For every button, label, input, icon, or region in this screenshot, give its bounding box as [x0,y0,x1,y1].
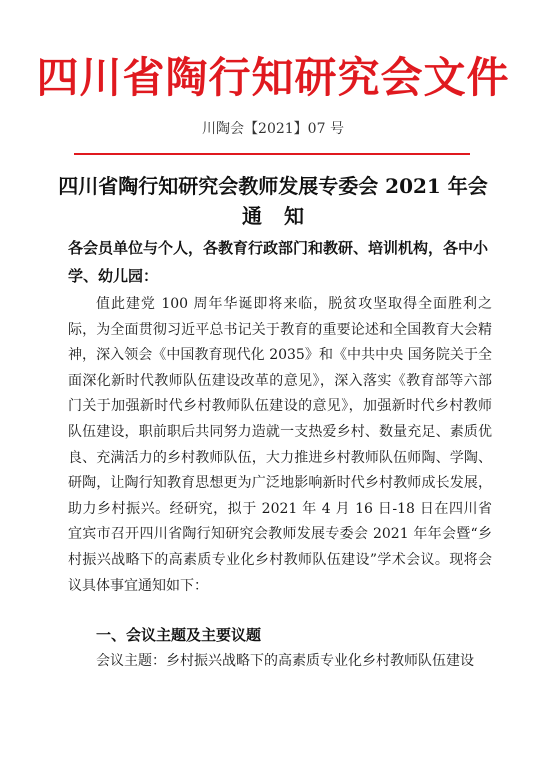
addressee: 各会员单位与个人，各教育行政部门和教研、培训机构，各中小学、幼儿园： [68,239,489,285]
section-heading: 一、会议主题及主要议题 [96,626,262,644]
topic-paragraph: 会议主题：乡村振兴战略下的高素质专业化乡村教师队伍建设 [96,653,474,669]
topic-text [68,649,492,675]
document-number: 川陶会【2021】07 号 [202,121,344,137]
org-title: 四川省陶行知研究会文件 [36,53,510,102]
notice-title: 四川省陶行知研究会教师发展专委会 2021 年会 [58,174,488,198]
body-text [68,292,492,599]
body-paragraph: 值此建党 100 周年华诞即将来临，脱贫攻坚取得全面胜利之际，为全面贯彻习近平总书记关于教育的重要论述和全国教育大会精神，深入领会《中国教育现代化 2035》和《中共中央 国务院关于全面深化新时代教师队伍建设改革的意见》，深入落实《教育部等六部门关于加强新时代乡村教师队伍建设的意见》，加强新时代乡村教师队伍建设，职前职后共同努力造就一支热爱乡村、数量充足、素质优良、充满活力的乡村教师队伍，大力推进乡村教师队伍师陶、学陶、研陶，让陶行知教育思想更为广泛地影响新时代乡村教师成长发展，助力乡村振兴。经研究，拟于 2021 年 4 月 16 日-18 日在四川省宜宾市召开四川省陶行知研究会教师发展专委会 2021 年年会暨“乡村振兴战略下的高素质专业化乡村教师队伍建设”学术会议。现将会议具体事宜通知如下： [68,296,492,594]
notice-subtitle: 通知 [242,204,326,228]
red-divider-line [74,153,470,155]
